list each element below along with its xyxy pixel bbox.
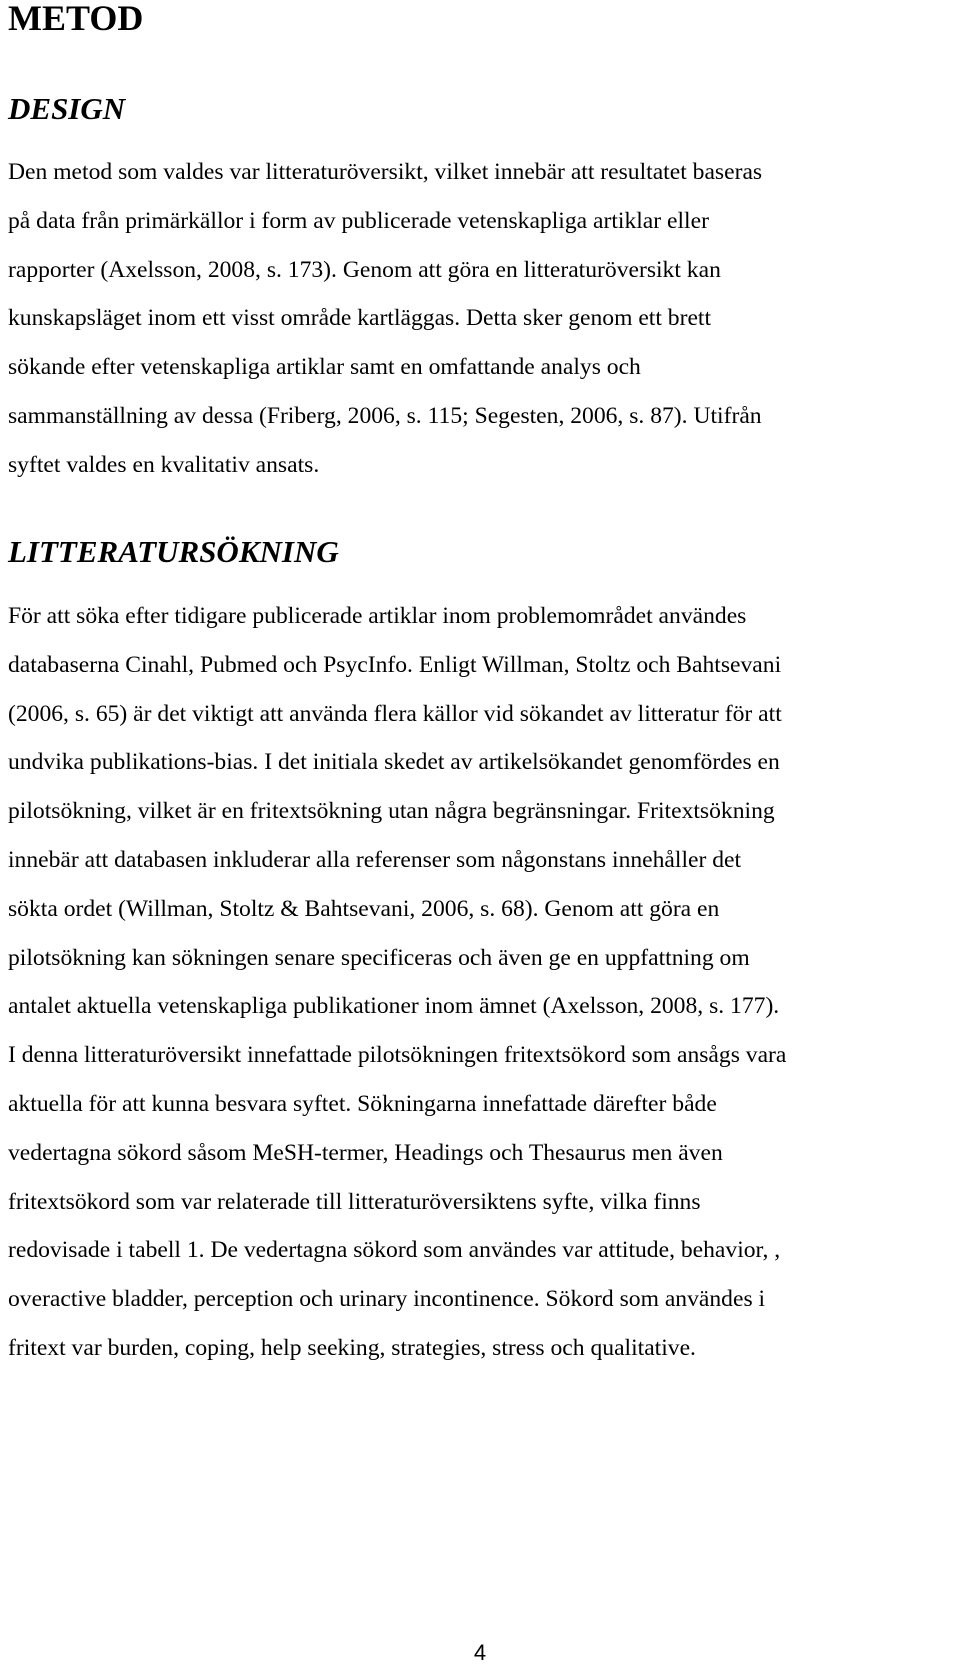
section-heading-design: DESIGN (8, 91, 126, 126)
section-paragraph-litteratursokning: För att söka efter tidigare publicerade artiklar inom problemområdet användes databaserna Cinahl, Pubmed och PsycInfo. Enligt Willman, Stoltz och Bahtsevani (2006, s. 65) är det viktigt att använda flera källor vid sökandet av litteratur för att undvika publikations-bias. I det initiala skedet av artikelsökandet genomfördes en pilotsökning, vilket är en fritextsökning utan några begränsningar. Fritextsökning innebär att databasen inkluderar alla referenser som någonstans innehåller det sökta ordet (Willman, Stoltz & Bahtsevani, 2006, s. 68). Genom att göra en pilotsökning kan sökningen senare specificeras och även ge en uppfattning om antalet aktuella vetenskapliga publikationer inom ämnet (Axelsson, 2008, s. 177). I denna litteraturöversikt innefattade pilotsökningen fritextsökord som ansågs vara aktuella för att kunna besvara syftet. Sökningarna innefattade därefter både vedertagna sökord såsom MeSH-termer, Headings och Thesaurus men även fritextsökord som var relaterade till litteraturöversiktens syfte, vilka finns redovisade i tabell 1. De vedertagna sökord som användes var attitude, behavior, , overactive bladder, perception och urinary incontinence. Sökord som användes i fritext var burden, coping, help seeking, strategies, stress och qualitative. (8, 603, 787, 1361)
section-paragraph-design: Den metod som valdes var litteraturöversikt, vilket innebär att resultatet baseras på data från primärkällor i form av publicerade vetenskapliga artiklar eller rapporter (Axelsson, 2008, s. 173). Genom att göra en litteraturöversikt kan kunskapsläget inom ett visst område kartläggas. Detta sker genom ett brett sökande efter vetenskapliga artiklar samt en omfattande analys och sammanställning av dessa (Friberg, 2006, s. 115; Segesten, 2006, s. 87). Utifrån syftet valdes en kvalitativ ansats. (8, 159, 763, 478)
section-heading-litteratursokning: LITTERATURSÖKNING (8, 534, 339, 569)
page-number: 4 (473, 1640, 487, 1665)
page-title: METOD (8, 0, 144, 38)
